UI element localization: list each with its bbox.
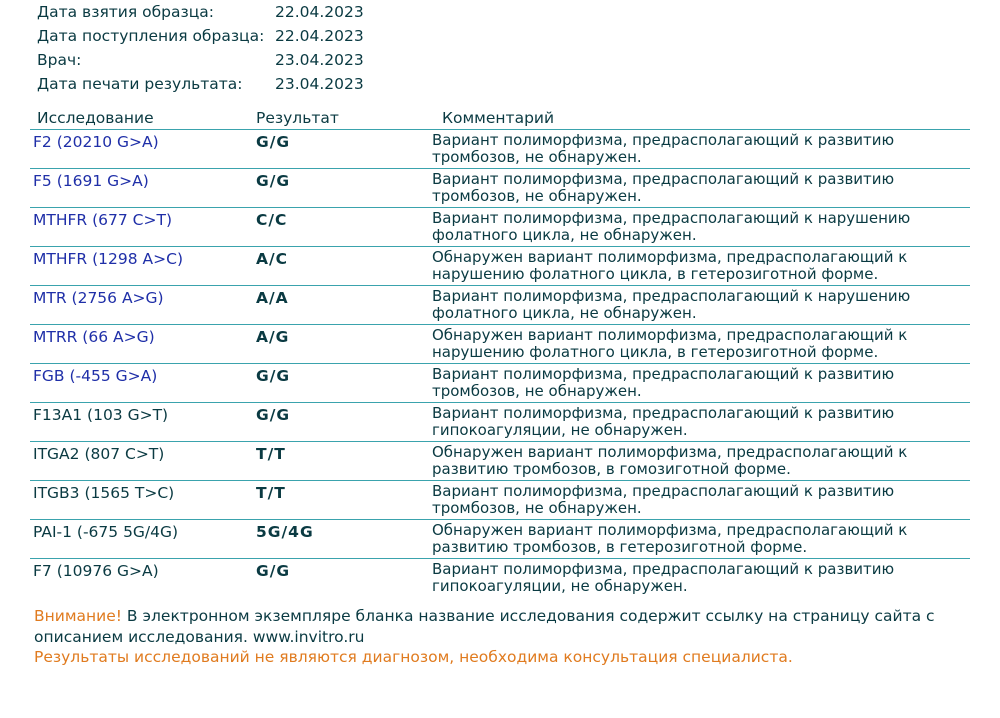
comment-line: нарушению фолатного цикла, в гетерозиготной форме. bbox=[432, 265, 879, 283]
meta-value: 22.04.2023 bbox=[275, 27, 364, 45]
table-header bbox=[0, 107, 1000, 129]
comment-line: развитию тромбозов, в гетерозиготной форме. bbox=[432, 538, 808, 556]
table-row bbox=[30, 207, 970, 246]
result-value: A/C bbox=[256, 250, 289, 268]
study-link[interactable]: F2 (20210 G>A) bbox=[33, 133, 159, 151]
meta-value: 23.04.2023 bbox=[275, 51, 364, 69]
warning-label: Внимание! bbox=[34, 607, 122, 625]
comment-line: тромбозов, не обнаружен. bbox=[432, 382, 642, 400]
comment-line: Обнаружен вариант полиморфизма, предрасполагающий к bbox=[432, 443, 908, 461]
comment-line: фолатного цикла, не обнаружен. bbox=[432, 226, 697, 244]
study-link[interactable]: MTHFR (677 C>T) bbox=[33, 211, 172, 229]
comment-cell bbox=[432, 405, 952, 439]
result-value: T/T bbox=[256, 445, 286, 463]
table-row bbox=[30, 168, 970, 207]
comment-line: гипокоагуляции, не обнаружен. bbox=[432, 421, 688, 439]
meta-label: Дата поступления образца: bbox=[37, 27, 265, 45]
meta-value: 23.04.2023 bbox=[275, 75, 364, 93]
table-row bbox=[30, 246, 970, 285]
table-row bbox=[30, 363, 970, 402]
meta-value: 22.04.2023 bbox=[275, 3, 364, 21]
result-value: T/T bbox=[256, 484, 286, 502]
study-name: F13A1 (103 G>T) bbox=[33, 406, 169, 424]
table-row bbox=[30, 324, 970, 363]
table-row bbox=[30, 285, 970, 324]
result-value: G/G bbox=[256, 367, 291, 385]
disclaimer-text: Результаты исследований не являются диагнозом, необходима консультация специалиста. bbox=[34, 648, 793, 666]
comment-line: фолатного цикла, не обнаружен. bbox=[432, 304, 697, 322]
meta-label: Дата взятия образца: bbox=[37, 3, 215, 21]
result-value: G/G bbox=[256, 172, 291, 190]
comment-line: Вариант полиморфизма, предрасполагающий к развитию bbox=[432, 404, 895, 422]
comment-cell bbox=[432, 210, 952, 244]
comment-line: гипокоагуляции, не обнаружен. bbox=[432, 577, 688, 595]
study-link[interactable]: F5 (1691 G>A) bbox=[33, 172, 149, 190]
result-value: 5G/4G bbox=[256, 523, 314, 541]
result-value: A/A bbox=[256, 289, 289, 307]
study-link[interactable]: MTHFR (1298 A>C) bbox=[33, 250, 183, 268]
column-header-study: Исследование bbox=[37, 109, 154, 127]
table-row bbox=[30, 519, 970, 558]
comment-line: Обнаружен вариант полиморфизма, предрасполагающий к bbox=[432, 248, 908, 266]
table-row bbox=[30, 558, 970, 597]
comment-cell bbox=[432, 249, 952, 283]
result-value: A/G bbox=[256, 328, 290, 346]
comment-line: Вариант полиморфизма, предрасполагающий к развитию bbox=[432, 365, 895, 383]
warning-text: В электронном экземпляре бланка название исследования содержит ссылку на страницу сайта с описанием исследования. www.invitro.ru bbox=[34, 607, 935, 646]
table-row bbox=[30, 441, 970, 480]
comment-line: развитию тромбозов, в гомозиготной форме. bbox=[432, 460, 791, 478]
comment-line: нарушению фолатного цикла, в гетерозиготной форме. bbox=[432, 343, 879, 361]
comment-line: Вариант полиморфизма, предрасполагающий к нарушению bbox=[432, 287, 911, 305]
comment-line: Вариант полиморфизма, предрасполагающий к развитию bbox=[432, 560, 895, 578]
comment-cell bbox=[432, 366, 952, 400]
comment-line: Обнаружен вариант полиморфизма, предрасполагающий к bbox=[432, 521, 908, 539]
meta-label: Дата печати результата: bbox=[37, 75, 243, 93]
study-name: ITGB3 (1565 T>C) bbox=[33, 484, 175, 502]
column-header-comment: Комментарий bbox=[442, 109, 555, 127]
comment-cell bbox=[432, 132, 952, 166]
results-table bbox=[30, 129, 970, 597]
comment-cell bbox=[432, 288, 952, 322]
comment-line: Вариант полиморфизма, предрасполагающий к развитию bbox=[432, 170, 895, 188]
meta-label: Врач: bbox=[37, 51, 82, 69]
comment-line: тромбозов, не обнаружен. bbox=[432, 499, 642, 517]
table-row bbox=[30, 402, 970, 441]
comment-line: тромбозов, не обнаружен. bbox=[432, 148, 642, 166]
comment-line: Вариант полиморфизма, предрасполагающий к развитию bbox=[432, 131, 895, 149]
comment-line: Обнаружен вариант полиморфизма, предрасполагающий к bbox=[432, 326, 908, 344]
result-value: G/G bbox=[256, 133, 291, 151]
comment-cell bbox=[432, 171, 952, 205]
study-name: ITGA2 (807 C>T) bbox=[33, 445, 165, 463]
study-link[interactable]: MTR (2756 A>G) bbox=[33, 289, 164, 307]
comment-line: Вариант полиморфизма, предрасполагающий к нарушению bbox=[432, 209, 911, 227]
warning-note bbox=[34, 606, 984, 648]
comment-cell bbox=[432, 444, 952, 478]
comment-cell bbox=[432, 483, 952, 517]
table-row bbox=[30, 129, 970, 168]
result-value: C/C bbox=[256, 211, 288, 229]
comment-cell bbox=[432, 522, 952, 556]
result-value: G/G bbox=[256, 562, 291, 580]
comment-line: Вариант полиморфизма, предрасполагающий к развитию bbox=[432, 482, 895, 500]
result-value: G/G bbox=[256, 406, 291, 424]
study-name: PAI-1 (-675 5G/4G) bbox=[33, 523, 179, 541]
study-link[interactable]: MTRR (66 A>G) bbox=[33, 328, 155, 346]
study-name: F7 (10976 G>A) bbox=[33, 562, 159, 580]
study-link[interactable]: FGB (-455 G>A) bbox=[33, 367, 158, 385]
table-row bbox=[30, 480, 970, 519]
comment-cell bbox=[432, 327, 952, 361]
comment-cell bbox=[432, 561, 952, 595]
comment-line: тромбозов, не обнаружен. bbox=[432, 187, 642, 205]
column-header-result: Результат bbox=[256, 109, 339, 127]
